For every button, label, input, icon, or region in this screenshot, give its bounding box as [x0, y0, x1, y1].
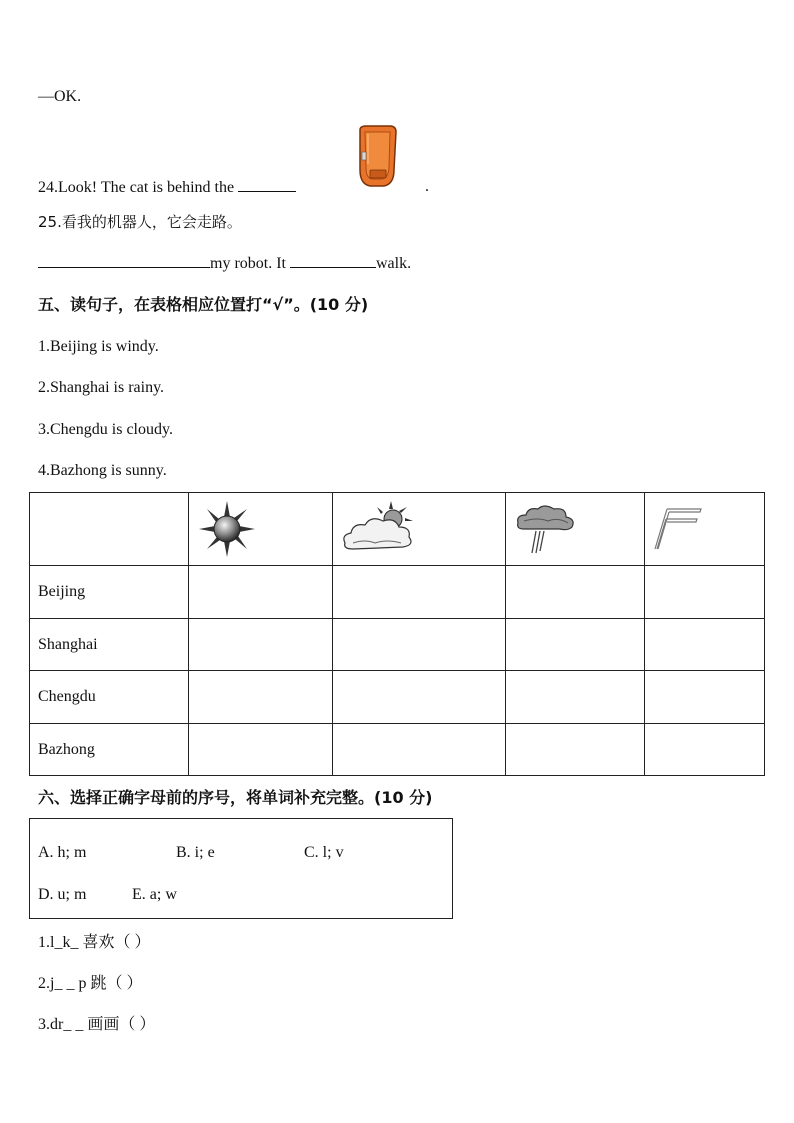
rain-cloud-icon — [514, 501, 574, 561]
question-25-english — [38, 253, 411, 274]
option-a: A. h; m — [38, 844, 87, 861]
answer-cell[interactable] — [645, 619, 765, 671]
answer-cell[interactable] — [333, 671, 506, 724]
sentence-1: 1.Beijing is windy. — [38, 338, 159, 355]
section-5-heading: 五、读句子，在表格相应位置打“√”。(10 分) — [38, 295, 369, 314]
cloudy-column-header — [333, 493, 506, 566]
sentence-2: 2.Shanghai is rainy. — [38, 379, 165, 396]
row-label-chengdu: Chengdu — [30, 671, 189, 724]
sun-column-header — [189, 493, 333, 566]
answer-cell[interactable] — [645, 566, 765, 619]
sentence-3: 3.Chengdu is cloudy. — [38, 421, 173, 438]
question-24 — [38, 177, 296, 198]
ok-line: —OK. — [38, 88, 82, 105]
q25-mid-text: my robot. It — [210, 255, 286, 272]
answer-blank[interactable] — [38, 253, 210, 268]
table-corner-cell — [30, 493, 189, 566]
option-e: E. a; w — [132, 886, 177, 903]
word-item-1[interactable]: 1.l_k_ 喜欢（ ） — [38, 934, 151, 951]
answer-cell[interactable] — [333, 724, 506, 776]
answer-cell[interactable] — [506, 671, 645, 724]
answer-cell[interactable] — [645, 724, 765, 776]
word-item-3[interactable]: 3.dr_ _ 画画（ ） — [38, 1016, 156, 1033]
question-24-period: . — [425, 178, 429, 195]
q25-end-text: walk. — [376, 255, 412, 272]
rainy-column-header — [506, 493, 645, 566]
section-6-heading: 六、选择正确字母前的序号，将单词补充完整。(10 分) — [38, 788, 433, 807]
answer-cell[interactable] — [645, 671, 765, 724]
word-item-2[interactable]: 2.j_ _ p 跳（ ） — [38, 975, 143, 992]
question-25-chinese: 25.看我的机器人，它会走路。 — [38, 213, 242, 231]
sun-icon — [197, 499, 257, 559]
answer-cell[interactable] — [506, 724, 645, 776]
answer-cell[interactable] — [333, 619, 506, 671]
weather-table — [29, 492, 765, 776]
cloudy-sun-icon — [339, 499, 419, 559]
option-b: B. i; e — [176, 844, 215, 861]
answer-cell[interactable] — [189, 566, 333, 619]
answer-blank[interactable] — [290, 253, 376, 268]
answer-cell[interactable] — [189, 724, 333, 776]
answer-cell[interactable] — [189, 671, 333, 724]
question-24-text: 24.Look! The cat is behind the — [38, 179, 235, 196]
option-d: D. u; m — [38, 886, 87, 903]
windy-column-header — [645, 493, 765, 566]
answer-cell[interactable] — [333, 566, 506, 619]
row-label-bazhong: Bazhong — [30, 724, 189, 776]
row-label-beijing: Beijing — [30, 566, 189, 619]
answer-cell[interactable] — [506, 566, 645, 619]
answer-cell[interactable] — [189, 619, 333, 671]
row-label-shanghai: Shanghai — [30, 619, 189, 671]
wind-icon — [653, 505, 705, 555]
option-c: C. l; v — [304, 844, 344, 861]
answer-cell[interactable] — [506, 619, 645, 671]
answer-blank[interactable] — [238, 177, 296, 192]
door-icon — [354, 124, 400, 188]
sentence-4: 4.Bazhong is sunny. — [38, 462, 167, 479]
options-box — [29, 818, 453, 919]
